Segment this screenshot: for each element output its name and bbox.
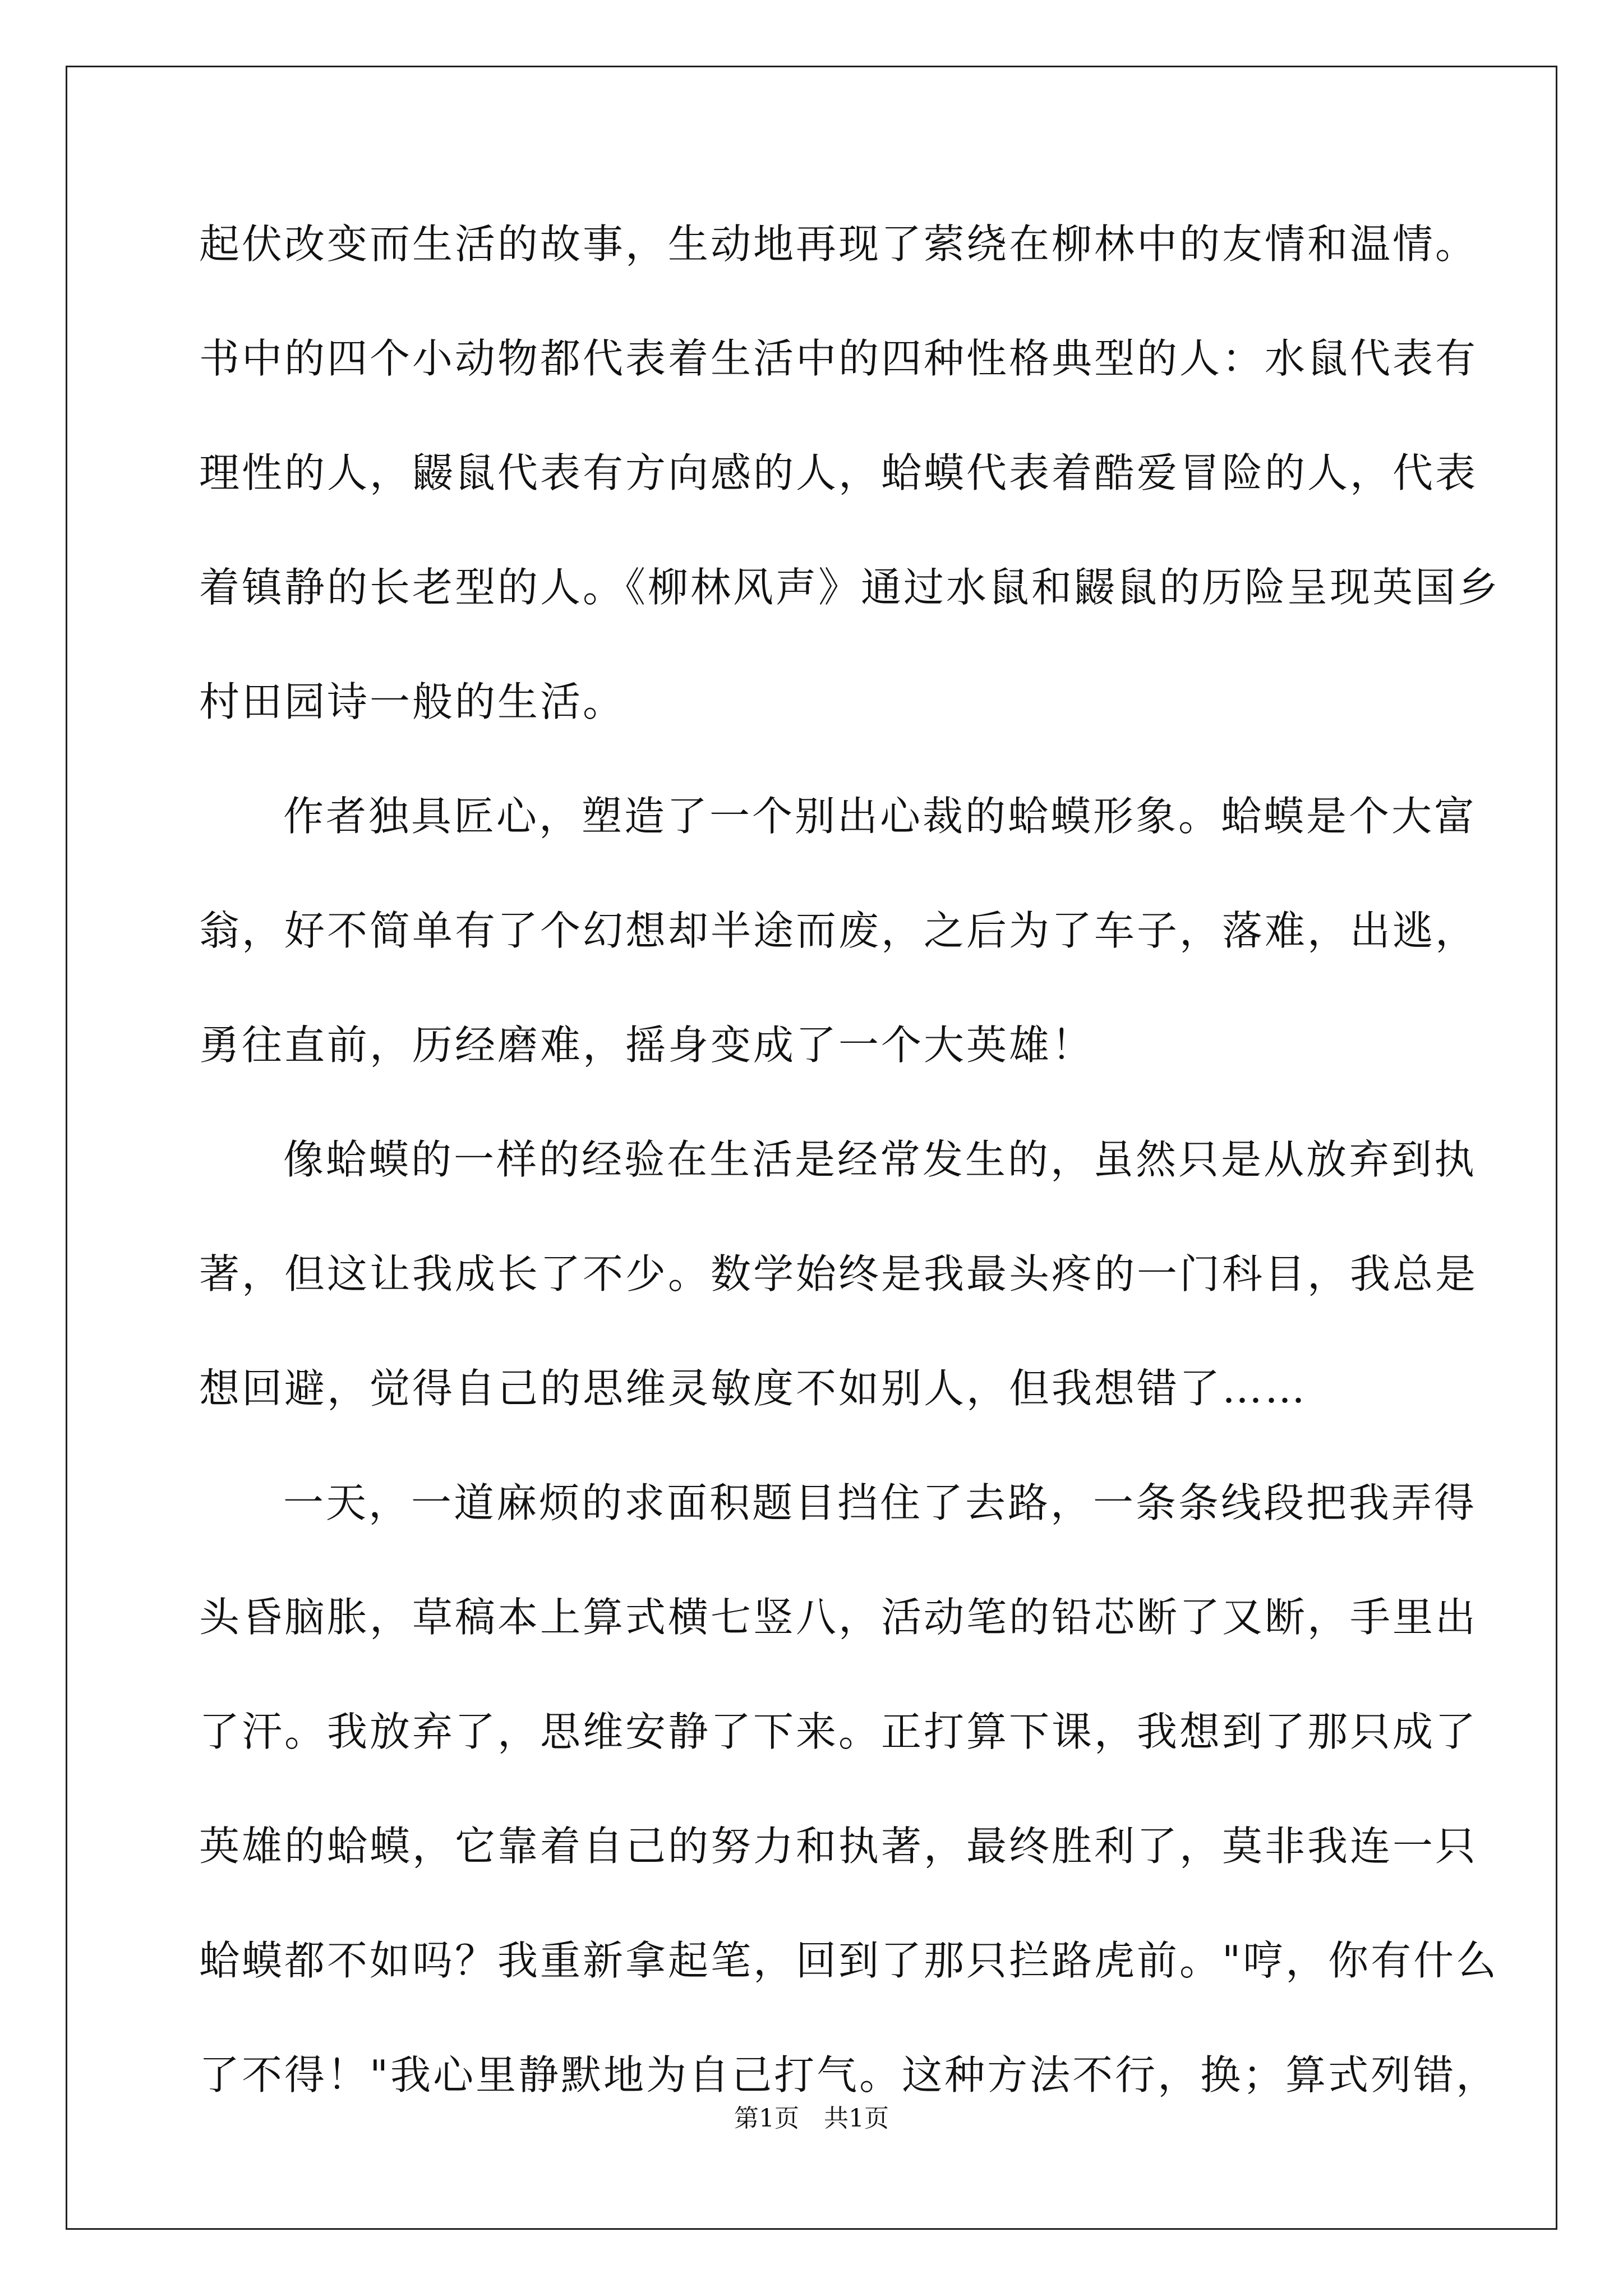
text-line: 英雄的蛤蟆，它靠着自己的努力和执著，最终胜利了，莫非我连一只 bbox=[199, 1823, 1478, 1870]
text-line: 翁，好不简单有了个幻想却半途而废，之后为了车子，落难，出逃， bbox=[199, 907, 1478, 954]
document-body bbox=[199, 202, 1501, 2147]
text-line: 村田园诗一般的生活。 bbox=[199, 678, 626, 725]
text-line: 头昏脑胀，草稿本上算式横七竖八，活动笔的铅芯断了又断，手里出 bbox=[199, 1594, 1478, 1641]
paragraph-start-line: 像蛤蟆的一样的经验在生活是经常发生的，虽然只是从放弃到执 bbox=[283, 1136, 1477, 1183]
text-line: 着镇静的长老型的人。《柳林风声》通过水鼠和鼹鼠的历险呈现英国乡 bbox=[199, 564, 1501, 611]
paragraph-start-line: 作者独具匠心，塑造了一个别出心裁的蛤蟆形象。蛤蟆是个大富 bbox=[283, 793, 1477, 840]
text-line: 书中的四个小动物都代表着生活中的四种性格典型的人：水鼠代表有 bbox=[199, 335, 1478, 382]
text-line: 蛤蟆都不如吗？我重新拿起笔，回到了那只拦路虎前。"哼，你有什么 bbox=[199, 1937, 1499, 1984]
text-line: 了不得！"我心里静默地为自己打气。这种方法不行，换；算式列错， bbox=[199, 2051, 1499, 2099]
paragraph-start-line: 一天，一道麻烦的求面积题目挡住了去路，一条条线段把我弄得 bbox=[283, 1479, 1477, 1526]
page-number-footer: 第1页 共1页 bbox=[734, 2104, 889, 2133]
text-line: 起伏改变而生活的故事，生动地再现了萦绕在柳林中的友情和温情。 bbox=[199, 220, 1478, 268]
text-line: 理性的人，鼹鼠代表有方向感的人，蛤蟆代表着酷爱冒险的人，代表 bbox=[199, 449, 1478, 496]
text-line: 想回避，觉得自己的思维灵敏度不如别人，但我想错了…… bbox=[199, 1365, 1308, 1412]
text-line: 勇往直前，历经磨难，摇身变成了一个大英雄！ bbox=[199, 1022, 1095, 1069]
text-line: 了汗。我放弃了，思维安静了下来。正打算下课，我想到了那只成了 bbox=[199, 1708, 1478, 1755]
text-line: 著，但这让我成长了不少。数学始终是我最头疼的一门科目，我总是 bbox=[199, 1250, 1478, 1297]
